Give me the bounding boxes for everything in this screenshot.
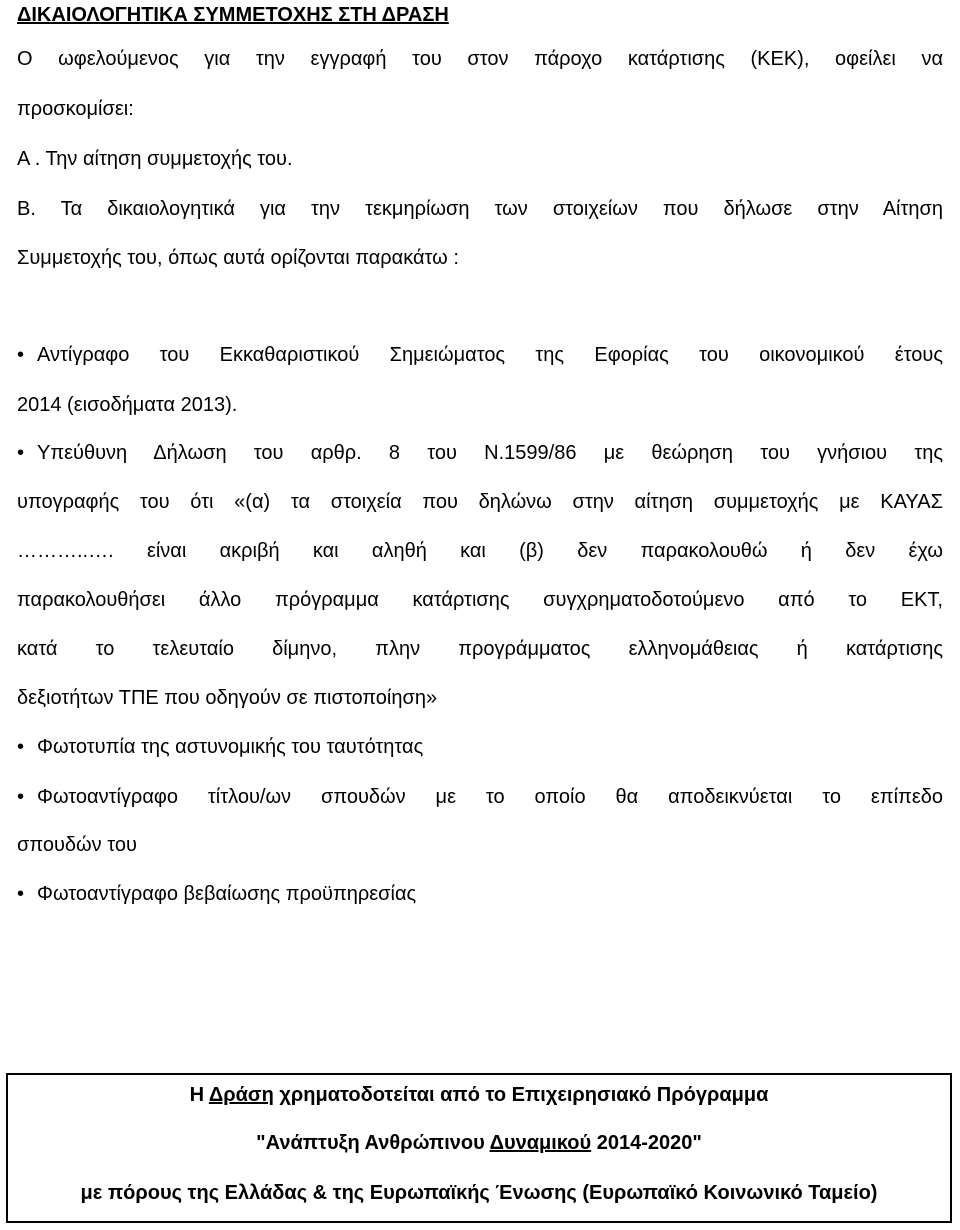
bullet-item-2-line-5: κατά το τελευταίο δίμηνο, πλην προγράμματος ελληνομάθειας ή κατάρτισης — [17, 638, 943, 660]
bullet-item-3: • Φωτοτυπία της αστυνομικής του ταυτότητας — [17, 736, 424, 758]
item-b-line-2: Συμμετοχής του, όπως αυτά ορίζονται παρακάτω : — [17, 247, 459, 269]
bullet-item-2-line-6: δεξιοτήτων ΤΠΕ που οδηγούν σε πιστοποίηση» — [17, 687, 438, 709]
bullet-marker: • — [17, 883, 25, 905]
bullet-marker: • — [17, 736, 25, 758]
item-b-line-1: Β. Τα δικαιολογητικά για την τεκμηρίωση των στοιχείων που δήλωσε στην Αίτηση — [17, 198, 943, 220]
document-heading: ΔΙΚΑΙΟΛΟΓΗΤΙΚΑ ΣΥΜΜΕΤΟΧΗΣ ΣΤΗ ΔΡΑΣΗ — [17, 4, 449, 26]
bullet-item-2-line-1: • Υπεύθυνη Δήλωση του αρθρ. 8 του Ν.1599/86 με θεώρηση του γνήσιου της — [17, 442, 943, 464]
bullet-item-1-line-1: • Αντίγραφο του Εκκαθαριστικού Σημειώματος της Εφορίας του οικονομικού έτους — [17, 344, 943, 366]
bullet-marker: • — [17, 344, 25, 366]
bullet-item-2-line-3: ………..…. είναι ακριβή και αληθή και (β) δεν παρακολουθώ ή δεν έχω — [17, 540, 943, 562]
intro-line-2: προσκομίσει: — [17, 98, 134, 120]
bullet-item-5: • Φωτοαντίγραφο βεβαίωσης προϋπηρεσίας — [17, 883, 417, 905]
bullet-item-2-line-4: παρακολουθήσει άλλο πρόγραμμα κατάρτισης συγχρηματοδοτούμενο από το ΕΚΤ, — [17, 589, 943, 611]
funding-notice-box — [6, 1073, 952, 1223]
bullet-item-4-line-2: σπουδών του — [17, 834, 137, 856]
bullet-item-2-line-2: υπογραφής του ότι «(α) τα στοιχεία που δηλώνω στην αίτηση συμμετοχής με ΚΑΥΑΣ — [17, 491, 943, 513]
bullet-item-1-line-2: 2014 (εισοδήματα 2013). — [17, 394, 238, 416]
funding-line-3: με πόρους της Ελλάδας & της Ευρωπαϊκής Ένωσης (Ευρωπαϊκό Κοινωνικό Ταμείο) — [80, 1182, 878, 1204]
item-a: Α . Την αίτηση συμμετοχής του. — [17, 148, 293, 170]
funding-line-1: Η Δράση χρηματοδοτείται από το Επιχειρησιακό Πρόγραμμα — [189, 1084, 769, 1106]
bullet-item-4-line-1: • Φωτοαντίγραφο τίτλου/ων σπουδών με το οποίο θα αποδεικνύεται το επίπεδο — [17, 786, 943, 808]
intro-line-1: Ο ωφελούμενος για την εγγραφή του στον πάροχο κατάρτισης (ΚΕΚ), οφείλει να — [17, 48, 943, 70]
funding-line-2: "Ανάπτυξη Ανθρώπινου Δυναμικού 2014-2020" — [256, 1132, 702, 1154]
bullet-marker: • — [17, 442, 25, 464]
bullet-marker: • — [17, 786, 25, 808]
